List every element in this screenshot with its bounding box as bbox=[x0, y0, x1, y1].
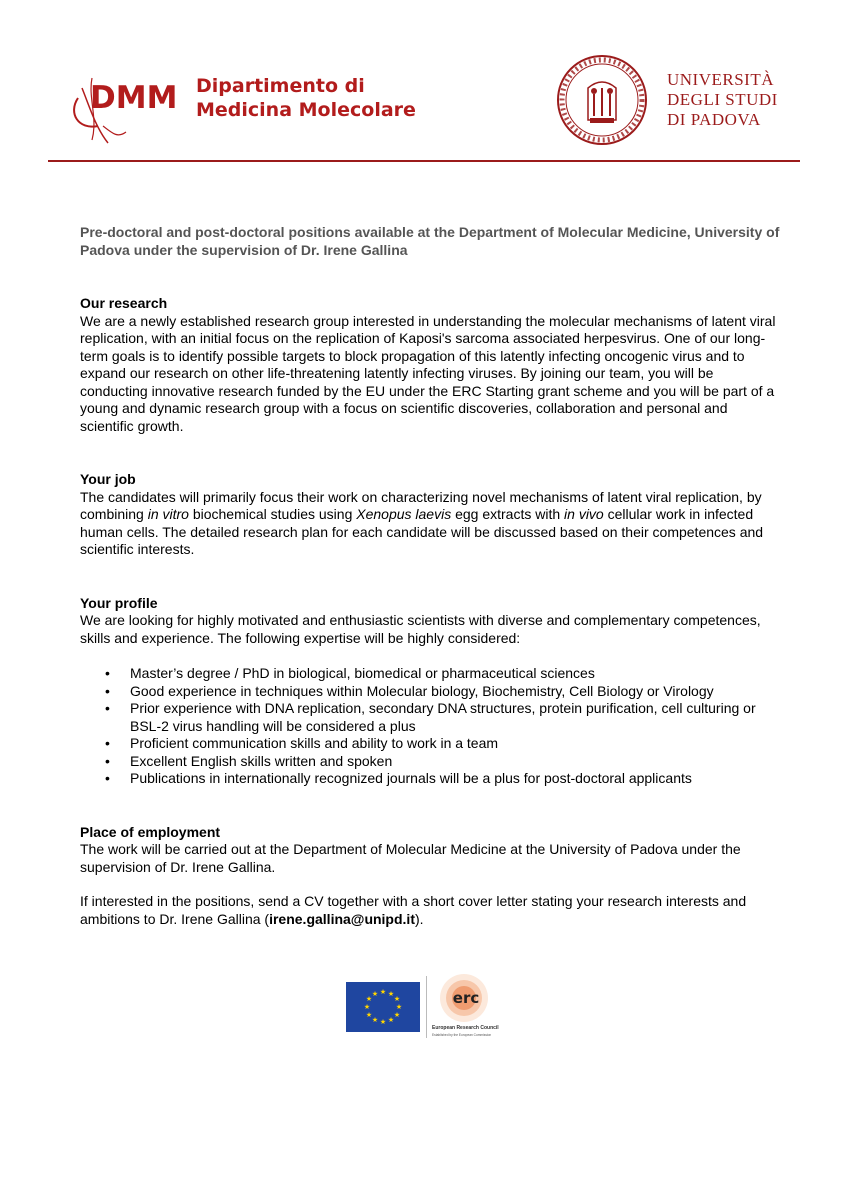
section-employment bbox=[80, 824, 780, 929]
svg-text:★: ★ bbox=[379, 988, 387, 996]
svg-text:★: ★ bbox=[371, 990, 379, 998]
eu-flag-icon bbox=[346, 982, 420, 1032]
contact-text-2: ). bbox=[414, 910, 424, 927]
list-item: • Prior experience with DNA replication, secondary DNA structures, protein purification, cell culturing or BSL-2 virus handling will be considered a plus bbox=[80, 700, 780, 735]
section-job bbox=[80, 471, 780, 559]
list-item: • Master’s degree / PhD in biological, biomedical or pharmaceutical sciences bbox=[80, 665, 780, 683]
section-research bbox=[80, 295, 780, 435]
research-body: We are a newly established research group interested in understanding the molecular mechanisms of latent viral replication, with an initial focus on the replication of Kaposi's sarcoma associated herpesvirus. One of our long-term goals is to identify possible targets to block propagation of this latently infecting oncogenic virus and to expand our research on other life-threatening latently infecting viruses. By joining our team, you will be conducting innovative research funded by the EU under the ERC Starting grant scheme and you will be part of a young and dynamic research group with a focus on scientific discoveries, collaboration and personal and scientific growth. bbox=[80, 312, 776, 434]
job-text-4: cellular work in infected human cells. The detailed research plan for each candidate will be discussed based on their competences and scientific interests. bbox=[80, 506, 764, 557]
erc-subtitle: Established by the European Commission bbox=[432, 1033, 492, 1037]
job-italic-1: in vitro bbox=[147, 506, 189, 522]
svg-text:★: ★ bbox=[393, 1011, 401, 1019]
section-profile bbox=[80, 595, 780, 788]
dmm-logo bbox=[68, 68, 193, 148]
contact-email-link[interactable]: irene.gallina@unipd.it bbox=[269, 910, 415, 927]
contact-paragraph bbox=[80, 893, 780, 928]
employment-heading: Place of employment bbox=[80, 823, 221, 840]
job-italic-3: in vivo bbox=[564, 506, 604, 522]
department-name bbox=[196, 74, 416, 122]
department-line-1: Dipartimento di bbox=[196, 75, 365, 97]
svg-text:★: ★ bbox=[393, 995, 401, 1003]
erc-name: European Research Council bbox=[432, 1025, 499, 1031]
profile-heading: Your profile bbox=[80, 594, 158, 611]
list-item: • Excellent English skills written and spoken bbox=[80, 753, 780, 771]
svg-text:★: ★ bbox=[387, 1016, 395, 1024]
svg-text:★: ★ bbox=[387, 990, 395, 998]
expertise-list bbox=[80, 665, 780, 788]
list-item: • Publications in internationally recognized journals will be a plus for post-doctoral applicants bbox=[80, 770, 780, 788]
svg-text:★: ★ bbox=[363, 1003, 371, 1011]
job-text-1: The candidates will primarily focus their work on characterizing novel mechanisms of latent viral replication, by combining bbox=[80, 488, 762, 522]
svg-text:★: ★ bbox=[365, 1011, 373, 1019]
letterhead bbox=[0, 0, 848, 165]
research-heading: Our research bbox=[80, 295, 168, 311]
university-name bbox=[667, 70, 778, 130]
erc-logo bbox=[426, 970, 516, 1040]
job-italic-2: Xenopus laevis bbox=[356, 506, 452, 522]
department-line-2: Medicina Molecolare bbox=[196, 99, 416, 121]
job-body bbox=[80, 489, 780, 559]
document-body bbox=[80, 224, 780, 964]
erc-logo-text: erc bbox=[452, 989, 480, 1007]
job-text-2: biochemical studies using bbox=[188, 506, 357, 522]
profile-intro: We are looking for highly motivated and enthusiastic scientists with diverse and complementary competences, skills and experience. The following expertise will be highly considered: bbox=[80, 612, 761, 646]
contact-text-1: If interested in the positions, send a CV together with a short cover letter stating your research interests and ambitions to Dr. Irene Gallina ( bbox=[80, 893, 747, 927]
funding-logos bbox=[346, 970, 516, 1040]
document-title: Pre-doctoral and post-doctoral positions available at the Department of Molecular Medicine, University of Padova under the supervision of Dr. Irene Gallina bbox=[80, 224, 780, 258]
dmm-logo-text: DMM bbox=[90, 80, 178, 116]
university-seal-icon bbox=[556, 54, 648, 146]
header-divider bbox=[48, 160, 800, 162]
svg-text:★: ★ bbox=[379, 1018, 387, 1026]
university-line-1: UNIVERSITÀ bbox=[667, 70, 774, 89]
job-text-3: egg extracts with bbox=[451, 506, 565, 522]
job-heading: Your job bbox=[80, 471, 136, 487]
list-item: • Proficient communication skills and ability to work in a team bbox=[80, 735, 780, 753]
list-item: • Good experience in techniques within Molecular biology, Biochemistry, Cell Biology or Virology bbox=[80, 683, 780, 701]
svg-text:★: ★ bbox=[395, 1003, 403, 1011]
university-line-3: DI PADOVA bbox=[667, 110, 761, 129]
university-line-2: DEGLI STUDI bbox=[667, 90, 778, 109]
svg-text:★: ★ bbox=[365, 995, 373, 1003]
svg-text:★: ★ bbox=[371, 1016, 379, 1024]
employment-body: The work will be carried out at the Department of Molecular Medicine at the University of Padova under the supervision of Dr. Irene Gallina. bbox=[80, 841, 741, 875]
